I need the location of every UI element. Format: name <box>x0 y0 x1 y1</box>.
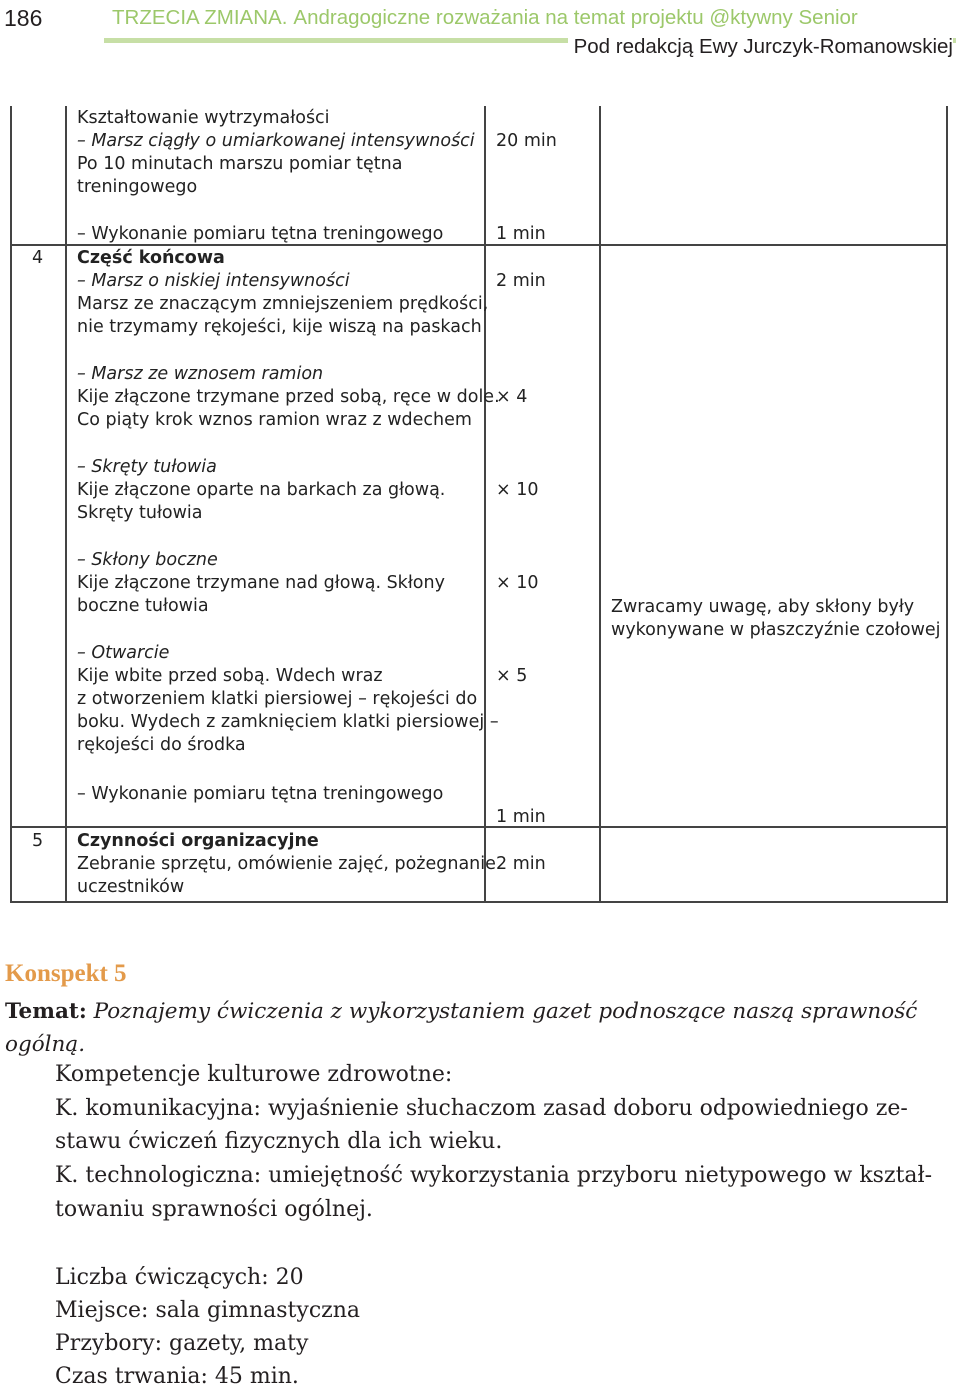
table-border-right <box>946 106 948 903</box>
exercise-table <box>10 106 948 903</box>
section-number: 5 <box>32 831 44 851</box>
editor-line: Pod redakcją Ewy Jurczyk-Romanowskiej <box>568 35 953 59</box>
section-number: 4 <box>32 248 44 268</box>
exercise-title: – Otwarcie <box>77 643 170 663</box>
exercise-dose: 1 min <box>496 807 546 827</box>
competence-heading: Kompetencje kulturowe zdrowotne: <box>55 1062 453 1087</box>
detail-duration: Czas trwania: 45 min. <box>55 1364 299 1389</box>
exercise-note: Zwracamy uwagę, aby skłony były <box>611 597 915 617</box>
competence-line: towaniu sprawności ogólnej. <box>55 1197 373 1222</box>
exercise-desc: Marsz ze znaczącym zmniejszeniem prędkości, <box>77 294 489 314</box>
lesson-topic <box>5 995 953 1061</box>
column-divider-notes <box>599 106 601 903</box>
section-heading: Kształtowanie wytrzymałości <box>77 108 330 128</box>
exercise-note: wykonywane w płaszczyźnie czołowej <box>611 620 941 640</box>
topic-label: Temat: <box>5 999 87 1024</box>
konspekt-title: Konspekt 5 <box>5 960 127 987</box>
exercise-title: – Marsz ciągły o umiarkowanej intensywności <box>77 131 475 151</box>
exercise-dose: 1 min <box>496 224 546 244</box>
column-divider-number <box>65 106 67 903</box>
exercise-title: – Skręty tułowia <box>77 457 217 477</box>
exercise-desc: z otworzeniem klatki piersiowej – rękojeści do <box>77 689 478 709</box>
exercise-dose: × 4 <box>496 387 528 407</box>
exercise-title: – Wykonanie pomiaru tętna treningowego <box>77 784 444 804</box>
competence-line: K. komunikacyjna: wyjaśnienie słuchaczom zasad doboru odpowiedniego ze- <box>55 1096 908 1121</box>
exercise-dose: 2 min <box>496 271 546 291</box>
exercise-desc: rękojeści do środka <box>77 735 246 755</box>
exercise-desc: treningowego <box>77 177 198 197</box>
exercise-dose: × 5 <box>496 666 528 686</box>
exercise-desc: Kije złączone trzymane nad głową. Skłony <box>77 573 445 593</box>
exercise-desc: Zebranie sprzętu, omówienie zajęć, pożegnanie <box>77 854 496 874</box>
exercise-desc: Kije złączone trzymane przed sobą, ręce w dole. <box>77 387 500 407</box>
exercise-title: – Marsz ze wznosem ramion <box>77 364 324 384</box>
exercise-desc: Co piąty krok wznos ramion wraz z wdechem <box>77 410 472 430</box>
running-title <box>112 6 858 30</box>
competence-line: K. technologiczna: umiejętność wykorzystania przyboru nietypowego w kształ- <box>55 1163 933 1188</box>
exercise-dose: × 10 <box>496 480 539 500</box>
competence-line: stawu ćwiczeń fizycznych dla ich wieku. <box>55 1129 503 1154</box>
table-border-bottom <box>10 901 948 903</box>
series-name: TRZECIA ZMIANA. <box>112 6 288 29</box>
exercise-title: – Wykonanie pomiaru tętna treningowego <box>77 224 444 244</box>
exercise-desc: Skręty tułowia <box>77 503 203 523</box>
page-header <box>0 0 960 62</box>
exercise-desc: boczne tułowia <box>77 596 209 616</box>
book-title: Andragogiczne rozważania na temat projektu @ktywny Senior <box>293 6 858 29</box>
section-heading: Część końcowa <box>77 248 225 268</box>
exercise-desc: boku. Wydech z zamknięciem klatki piersiowej – <box>77 712 499 732</box>
detail-equipment: Przybory: gazety, maty <box>55 1331 309 1356</box>
page-number: 186 <box>4 5 43 31</box>
section-heading: Czynności organizacyjne <box>77 831 319 851</box>
exercise-desc: Po 10 minutach marszu pomiar tętna <box>77 154 403 174</box>
column-divider-dose <box>484 106 486 903</box>
exercise-title: – Marsz o niskiej intensywności <box>77 271 350 291</box>
detail-participants: Liczba ćwiczących: 20 <box>55 1265 304 1290</box>
exercise-title: – Skłony boczne <box>77 550 218 570</box>
row-divider-5 <box>10 826 948 828</box>
exercise-desc: Kije wbite przed sobą. Wdech wraz <box>77 666 383 686</box>
exercise-dose: 20 min <box>496 131 557 151</box>
exercise-desc: Kije złączone oparte na barkach za głową. <box>77 480 446 500</box>
table-border-left <box>10 106 12 903</box>
detail-place: Miejsce: sala gimnastyczna <box>55 1298 361 1323</box>
exercise-dose: × 10 <box>496 573 539 593</box>
exercise-desc: nie trzymamy rękojeści, kije wiszą na paskach <box>77 317 482 337</box>
exercise-dose: 2 min <box>496 854 546 874</box>
exercise-desc: uczestników <box>77 877 185 897</box>
topic-value: Poznajemy ćwiczenia z wykorzystaniem gazet podnoszące naszą sprawność ogólną. <box>5 999 918 1057</box>
